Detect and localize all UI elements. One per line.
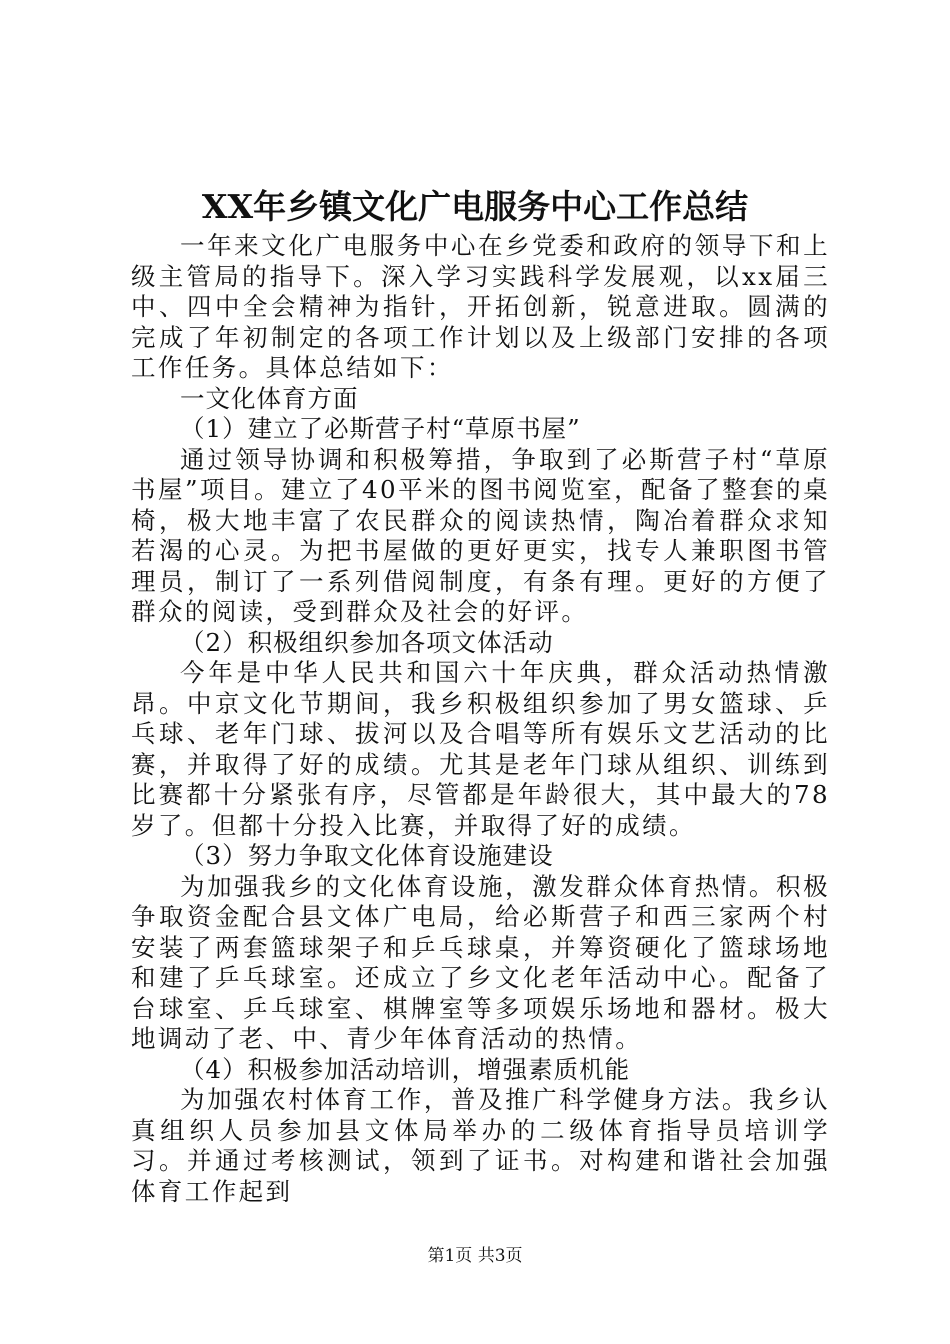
subheading-training: （4）积极参加活动培训，增强素质机能 — [180, 1054, 631, 1084]
document-title: XX年乡镇文化广电服务中心工作总结 — [201, 187, 749, 226]
paragraph-reading-room: 通过领导协调和积极筹措，争取到了必斯营子村“草原书屋”项目。建立了40平米的图书阅览室，配备了整套的桌椅，极大地丰富了农民群众的阅读热情，陶冶着群众求知若渴的心灵。为把书屋做的更好更实，找专人兼职图书管理员，制订了一系列借阅制度，有条有理。更好的方便了群众的阅读，受到群众及社会的好评。 — [131, 444, 830, 626]
subheading-activities: （2）积极组织参加各项文体活动 — [180, 627, 554, 657]
paragraph-intro: 一年来文化广电服务中心在乡党委和政府的领导下和上级主管局的指导下。深入学习实践科学发展观，以xx届三中、四中全会精神为指针，开拓创新，锐意进取。圆满的完成了年初制定的各项工作计划以及上级部门安排的各项工作任务。具体总结如下： — [131, 231, 830, 382]
section-heading-culture-sports: 一文化体育方面 — [180, 383, 359, 413]
paragraph-training: 为加强农村体育工作，普及推广科学健身方法。我乡认真组织人员参加县文体局举办的二级体育指导员培训学习。并通过考核测试，领到了证书。对构建和谐社会加强体育工作起到 — [131, 1085, 830, 1206]
document-body — [131, 231, 830, 1207]
subheading-reading-room: （1）建立了必斯营子村“草原书屋” — [180, 414, 581, 443]
page-footer: 第1页 共3页 — [427, 1246, 523, 1266]
subheading-facilities: （3）努力争取文化体育设施建设 — [180, 841, 554, 870]
paragraph-facilities: 为加强我乡的文化体育设施，激发群众体育热情。积极争取资金配合县文体广电局，给必斯营子和西三家两个村安装了两套篮球架子和乒乓球桌，并筹资硬化了篮球场地和建了乒乓球室。还成立了乡文化老年活动中心。配备了台球室、乒乓球室、棋牌室等多项娱乐场地和器材。极大地调动了老、中、青少年体育活动的热情。 — [131, 871, 830, 1053]
paragraph-activities: 今年是中华人民共和国六十年庆典，群众活动热情激昂。中京文化节期间，我乡积极组织参加了男女篮球、乒乓球、老年门球、拔河以及合唱等所有娱乐文艺活动的比赛，并取得了好的成绩。尤其是老年门球从组织、训练到比赛都十分紧张有序，尽管都是年龄很大，其中最大的78岁了。但都十分投入比赛，并取得了好的成绩。 — [131, 658, 830, 840]
